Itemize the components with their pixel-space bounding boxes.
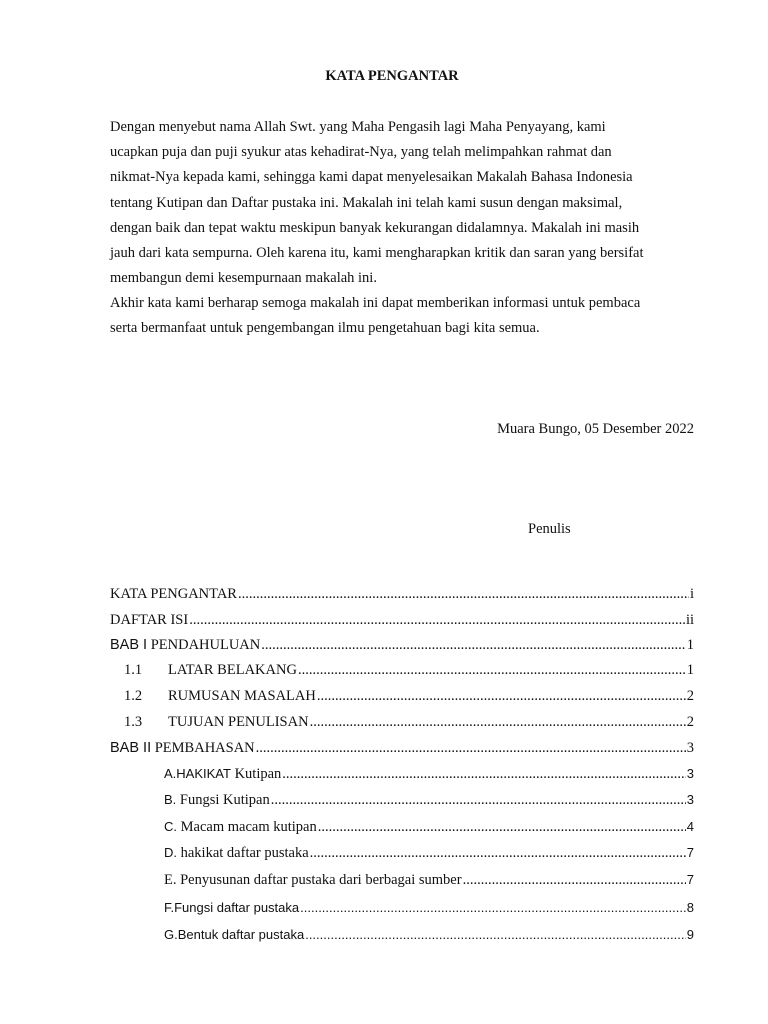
- toc-label: RUMUSAN MASALAH: [168, 688, 316, 704]
- toc-label: Macam macam kutipan: [177, 819, 317, 835]
- toc-leader: [317, 688, 686, 705]
- toc-label: LATAR BELAKANG: [168, 662, 297, 678]
- toc-page: 3: [686, 792, 694, 807]
- paragraph-line: serta bermanfaat untuk pengembangan ilmu pengetahuan bagi kita semua.: [110, 320, 540, 337]
- toc-label: F.Fungsi daftar pustaka: [164, 900, 300, 915]
- paragraph-line: jauh dari kata sempurna. Oleh karena itu, kami mengharapkan kritik dan saran yang bersifat: [110, 245, 644, 262]
- toc-page: i: [689, 586, 694, 602]
- toc-entry-bab-2: [110, 740, 694, 757]
- toc-page: 9: [686, 927, 694, 942]
- paragraph-line: dengan baik dan tepat waktu meskipun banyak kekurangan didalamnya. Makalah ini masih: [110, 219, 640, 236]
- toc-label: KATA PENGANTAR: [110, 586, 237, 602]
- toc-page: ii: [685, 612, 694, 628]
- page-title: KATA PENGANTAR: [325, 68, 459, 84]
- toc-leader: [310, 845, 686, 862]
- toc-page: 3: [686, 740, 694, 756]
- toc-page: 2: [686, 714, 694, 730]
- toc-leader: [463, 872, 686, 889]
- toc-label: G.Bentuk daftar pustaka: [164, 927, 305, 942]
- paragraph-line: ucapkan puja dan puji syukur atas kehadirat-Nya, yang telah melimpahkan rahmat dan: [110, 144, 612, 161]
- paragraph-line: Dengan menyebut nama Allah Swt. yang Maha Pengasih lagi Maha Penyayang, kami: [110, 119, 606, 135]
- toc-leader: [305, 927, 686, 942]
- place-date: Muara Bungo, 05 Desember 2022: [497, 421, 694, 437]
- toc-page: 4: [686, 819, 694, 834]
- toc-leader: [310, 714, 686, 731]
- toc-item-prefix: B.: [164, 792, 177, 807]
- toc-item-prefix: A.HAKIKAT: [164, 766, 231, 781]
- toc-label: E. Penyusunan daftar pustaka dari berbagai sumber: [164, 872, 462, 888]
- toc-label: Fungsi Kutipan: [176, 792, 270, 808]
- paragraph-line: Akhir kata kami berharap semoga makalah ini dapat memberikan informasi untuk pembaca: [110, 295, 641, 311]
- toc-entry-f: [164, 900, 694, 915]
- author-signature: Penulis: [528, 521, 571, 537]
- toc-page: 7: [686, 845, 694, 860]
- toc-leader: [189, 612, 685, 629]
- toc-entry-1-2: [124, 688, 694, 705]
- toc-leader: [238, 586, 689, 603]
- toc-entry-daftar-isi: [110, 612, 694, 629]
- toc-leader: [298, 662, 686, 679]
- toc-leader: [271, 792, 686, 809]
- toc-page: 8: [686, 900, 694, 915]
- toc-chapter-prefix: BAB II: [110, 740, 152, 756]
- toc-page: 7: [686, 872, 694, 887]
- toc-item-prefix: D.: [164, 845, 177, 860]
- toc-section-number: 1.1: [124, 662, 143, 678]
- toc-label: TUJUAN PENULISAN: [168, 714, 309, 730]
- paragraph-intro: [110, 115, 700, 291]
- paragraph-line: membangun demi kesempurnaan makalah ini.: [110, 270, 377, 287]
- toc-entry-1-3: [124, 714, 694, 731]
- toc-entry-kata-pengantar: [110, 586, 694, 603]
- toc-label: DAFTAR ISI: [110, 612, 189, 628]
- toc-entry-bab-1: [110, 637, 694, 654]
- toc-label: Kutipan: [230, 766, 282, 782]
- toc-entry-a: [164, 766, 694, 783]
- toc-leader: [300, 900, 686, 915]
- paragraph-closing: [110, 291, 700, 341]
- toc-leader: [256, 740, 686, 757]
- toc-label: PEMBAHASAN: [151, 740, 255, 756]
- toc-leader: [318, 819, 686, 836]
- toc-entry-b: [164, 792, 694, 809]
- toc-section-number: 1.2: [124, 688, 143, 704]
- toc-entry-c: [164, 819, 694, 836]
- toc-entry-d: [164, 845, 694, 862]
- paragraph-line: tentang Kutipan dan Daftar pustaka ini. Makalah ini telah kami susun dengan maksimal,: [110, 194, 623, 211]
- toc-page: 1: [686, 662, 694, 678]
- toc-entry-e: [164, 872, 694, 889]
- toc-section-number: 1.3: [124, 714, 143, 730]
- toc-leader: [282, 766, 685, 783]
- toc-entry-g: [164, 927, 694, 942]
- toc-page: 1: [686, 637, 694, 653]
- toc-page: 3: [686, 766, 694, 781]
- toc-chapter-prefix: BAB I: [110, 637, 148, 653]
- paragraph-line: nikmat-Nya kepada kami, sehingga kami dapat menyelesaikan Makalah Bahasa Indonesia: [110, 169, 633, 186]
- toc-entry-1-1: [124, 662, 694, 679]
- toc-page: 2: [686, 688, 694, 704]
- toc-item-prefix: C.: [164, 819, 177, 834]
- toc-label: PENDAHULUAN: [147, 637, 261, 653]
- toc-leader: [261, 637, 685, 654]
- toc-label: hakikat daftar pustaka: [177, 845, 309, 861]
